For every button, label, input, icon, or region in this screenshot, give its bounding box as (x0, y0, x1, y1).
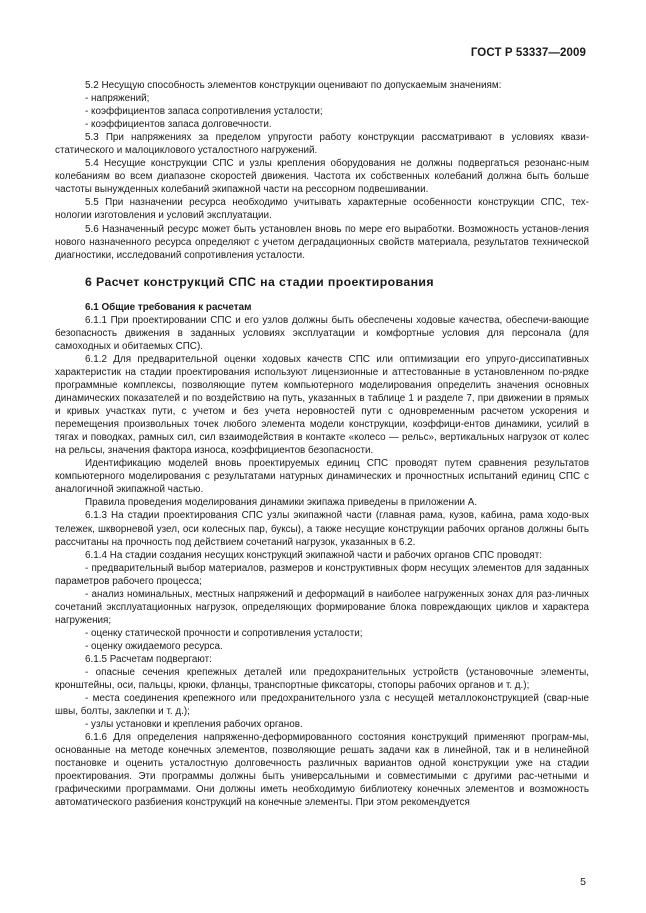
paragraph: 5.6 Назначенный ресурс может быть установлен вновь по мере его выработки. Возможность установ-ления нового назначенного ресурса определяют с учетом деградационных свойств материала, результатов технической диагностики, исследований сопротивления усталости. (55, 223, 589, 261)
document-code-header: ГОСТ Р 53337—2009 (470, 47, 586, 59)
paragraph: - места соединения крепежного или предохранительного узла с несущей металлоконструкцией (свар-ные швы, болты, заклепки и т. д.); (55, 693, 589, 718)
paragraph: 5.4 Несущие конструкции СПС и узлы крепления оборудования не должны подвергаться резонанс-ным колебаниям во всем диапазоне скоростей движения. Частота их собственных колебаний должна быть больше частоты вынужденных колебаний экипажной части на рессорном подвешивании. (55, 158, 589, 196)
paragraph: 5.2 Несущую способность элементов конструкции оценивают по допускаемым значениям: (85, 80, 502, 91)
paragraph: 6.1.3 На стадии проектирования СПС узлы экипажной части (главная рама, кузов, кабина, рама ходо-вых тележек, шкворневой узел, оси колесных пар, буксы), а также несущие конструкции рабочих органов должны быть рассчитаны на прочность под действием сочетаний нагрузок, указанных в 6.2. (55, 510, 589, 548)
subsection-heading: 6.1 Общие требования к расчетам (85, 301, 252, 313)
paragraph: 6.1.1 При проектировании СПС и его узлов должны быть обеспечены ходовые качества, обеспечи-вающие безопасность движения в заданных условиях эксплуатации и комфортные условия для персонала (для самоходных и обитаемых СПС). (55, 314, 589, 352)
paragraph: 6.1.5 Расчетам подвергают: (85, 653, 212, 665)
paragraph: - оценку статической прочности и сопротивления усталости; (85, 627, 363, 639)
paragraph: - анализ номинальных, местных напряжений и деформаций в наиболее нагруженных зонах для раз-личных сочетаний эксплуатационных нагрузок, определяющих формирование блока повреждающих циклов и характера нагружения; (55, 588, 589, 626)
paragraph: - напряжений; (85, 93, 150, 105)
paragraph: - узлы установки и крепления рабочих органов. (85, 719, 303, 731)
paragraph: 6.1.2 Для предварительной оценки ходовых качеств СПС или оптимизации его упруго-диссипативных характеристик на стадии проектирования используют лицензионные и аттестованные в установленном по-рядке программные комплексы, позволяющие путем компьютерного моделирования определить значения основных динамических показателей и по воздействию на путь, указанных в таблице 1 и разделе 7, при движении в прямых и кривых участках пути, с учетом и без учета неровностей пути с одновременным расчетом ускорения и перемещения произвольных точек любого элемента модели конструкции, коэффици-ентов динамики, усилий в тягах и поводках, рамных сил, сил взаимодействия в контакте «колесо — рельс», вертикальных нагрузок от колес на рельсы, значения фактора износа, коэффициентов безопасности. (55, 353, 589, 457)
paragraph: 5.3 При напряжениях за пределом упругости работу конструкции рассматривают в условиях квази-статического и малоциклового усталостного нагружений. (55, 132, 589, 157)
paragraph: - предварительный выбор материалов, размеров и конструктивных форм несущих элементов для заданных параметров рабочего процесса; (55, 562, 589, 587)
page-number: 5 (580, 876, 586, 888)
document-body (55, 79, 589, 810)
paragraph: - коэффициентов запаса долговечности. (85, 119, 272, 131)
paragraph: 5.5 При назначении ресурса необходимо учитывать характерные особенности конструкции СПС, тех-нологии изготовления и условий эксплуатации. (55, 197, 589, 222)
paragraph: Правила проведения моделирования динамики экипажа приведены в приложении А. (85, 497, 478, 509)
paragraph: - опасные сечения крепежных деталей или предохранительных устройств (установочные элементы, кронштейны, оси, пальцы, крюки, фланцы, транспортные фиксаторы, стопоры рабочих органов и т. д.); (55, 667, 589, 692)
paragraph: - коэффициентов запаса сопротивления усталости; (85, 106, 323, 118)
paragraph: 6.1.4 На стадии создания несущих конструкций экипажной части и рабочих органов СПС проводят: (85, 549, 542, 561)
section-heading: 6 Расчет конструкций СПС на стадии проектирования (85, 274, 434, 289)
paragraph: - оценку ожидаемого ресурса. (85, 640, 223, 652)
paragraph: 6.1.6 Для определения напряженно-деформированного состояния конструкций применяют програм-мы, основанные на методе конечных элементов, позволяющие решать задачи как в линейной, так и в нелинейной постановке и оценить усталостную долговечность различных вариантов одной конструкции уже на стадии проектирования. Эти программы должны быть универсальными и совместимыми с другими рас-четными и графическими программами. Они должны иметь необходимую библиотеку конечных элементов и возможность автоматического разбиения конструкций на конечные элементы. При этом рекомендуется (55, 732, 589, 809)
paragraph: Идентификацию моделей вновь проектируемых единиц СПС проводят путем сравнения результатов компьютерного моделирования с результатами натурных динамических и прочностных испытаний единиц СПС с аналогичной экипажной частью. (55, 458, 589, 496)
